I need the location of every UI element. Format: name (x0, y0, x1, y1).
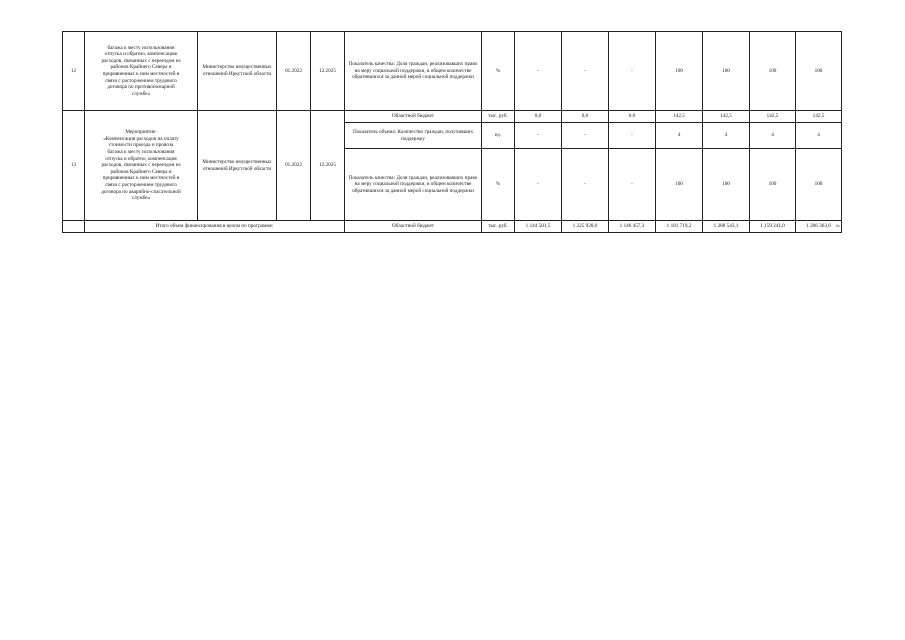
value-cell: - (609, 32, 656, 111)
value-cell: 142,5 (656, 111, 703, 123)
table-row (63, 32, 842, 111)
value-cell: 4 (703, 123, 750, 149)
total-value: 1 288 543,1 (703, 221, 750, 233)
start-date: 01.2022 (277, 111, 311, 221)
end-date: 12.2025 (311, 111, 345, 221)
value-cell: 4 (656, 123, 703, 149)
total-value: 1 206 363,6 (796, 221, 842, 233)
table-row (63, 111, 842, 123)
value-cell: - (562, 123, 609, 149)
total-value: 1 144 581,5 (515, 221, 562, 233)
total-value: 1 159 241,0 (750, 221, 796, 233)
total-label: Итого объем финансирования в целом по программе: (85, 221, 345, 233)
indicator-name: Показатель качества: Доля граждан, реализовавших право на меру социальной поддержки, в общем количестве обратившихся за данной мерой социальной поддержки (345, 32, 482, 111)
total-row (63, 221, 842, 233)
value-cell: 100 (656, 32, 703, 111)
value-cell: 100 (750, 32, 796, 111)
total-value: 1 146 457,3 (609, 221, 656, 233)
row-number: 12 (63, 32, 85, 111)
total-source: Областной бюджет (345, 221, 482, 233)
value-cell: 100 (750, 149, 796, 221)
value-cell: 100 (796, 149, 842, 221)
executor-cell: Министерство имущественных отношений Иркутской области (198, 111, 277, 221)
row-number: 13 (63, 111, 85, 221)
indicator-unit: тыс. руб. (482, 111, 515, 123)
executor-cell: Министерство имущественных отношений Иркутской области (198, 32, 277, 111)
indicator-unit: % (482, 32, 515, 111)
closing-quote-marker: ». (836, 223, 841, 229)
value-cell: - (562, 32, 609, 111)
value-cell: 0,0 (515, 111, 562, 123)
indicator-unit: % (482, 149, 515, 221)
value-cell: 100 (703, 149, 750, 221)
value-cell: 142,5 (750, 111, 796, 123)
value-cell: 100 (703, 32, 750, 111)
value-cell: 100 (796, 32, 842, 111)
measure-description: багажа к месту использования отпуска и обратно, компенсацию расходов, связанных с переездом из районов Крайнего Севера и приравненных к ним местностей в связи с расторжением трудового договора по противопожарной службе» (85, 32, 198, 111)
value-cell: 142,5 (796, 111, 842, 123)
end-date: 12.2025 (311, 32, 345, 111)
value-cell: - (609, 123, 656, 149)
total-unit: тыс. руб. (482, 221, 515, 233)
value-cell: - (515, 149, 562, 221)
total-value: 1 225 928,6 (562, 221, 609, 233)
value-cell: - (515, 32, 562, 111)
indicator-name: Показатель качества: Доля граждан, реализовавших право на меру социальной поддержки, в общем количестве обратившихся за данной мерой социальной поддержки (345, 149, 482, 221)
indicator-unit: ед. (482, 123, 515, 149)
total-value: 1 181 719,2 (656, 221, 703, 233)
value-cell: 100 (656, 149, 703, 221)
start-date: 01.2022 (277, 32, 311, 111)
row-number (63, 221, 85, 233)
indicator-name: Показатель объема: Количество граждан, получивших поддержку (345, 123, 482, 149)
value-cell: - (515, 123, 562, 149)
value-cell: 142,5 (703, 111, 750, 123)
value-cell: 4 (750, 123, 796, 149)
indicator-name: Областной бюджет (345, 111, 482, 123)
value-cell: 4 (796, 123, 842, 149)
program-financing-table (62, 31, 842, 233)
value-cell: - (609, 149, 656, 221)
measure-description: Мероприятие: «Компенсация расходов на оплату стоимости проезда и провоза багажа к месту использования отпуска и обратно, компенсация расходов, связанных с переездом из районов Крайнего Севера и приравненных к ним местностей в связи с расторжением трудового договора по аварийно-спасательной службе» (85, 111, 198, 221)
value-cell: 0,0 (609, 111, 656, 123)
value-cell: 0,0 (562, 111, 609, 123)
value-cell: - (562, 149, 609, 221)
